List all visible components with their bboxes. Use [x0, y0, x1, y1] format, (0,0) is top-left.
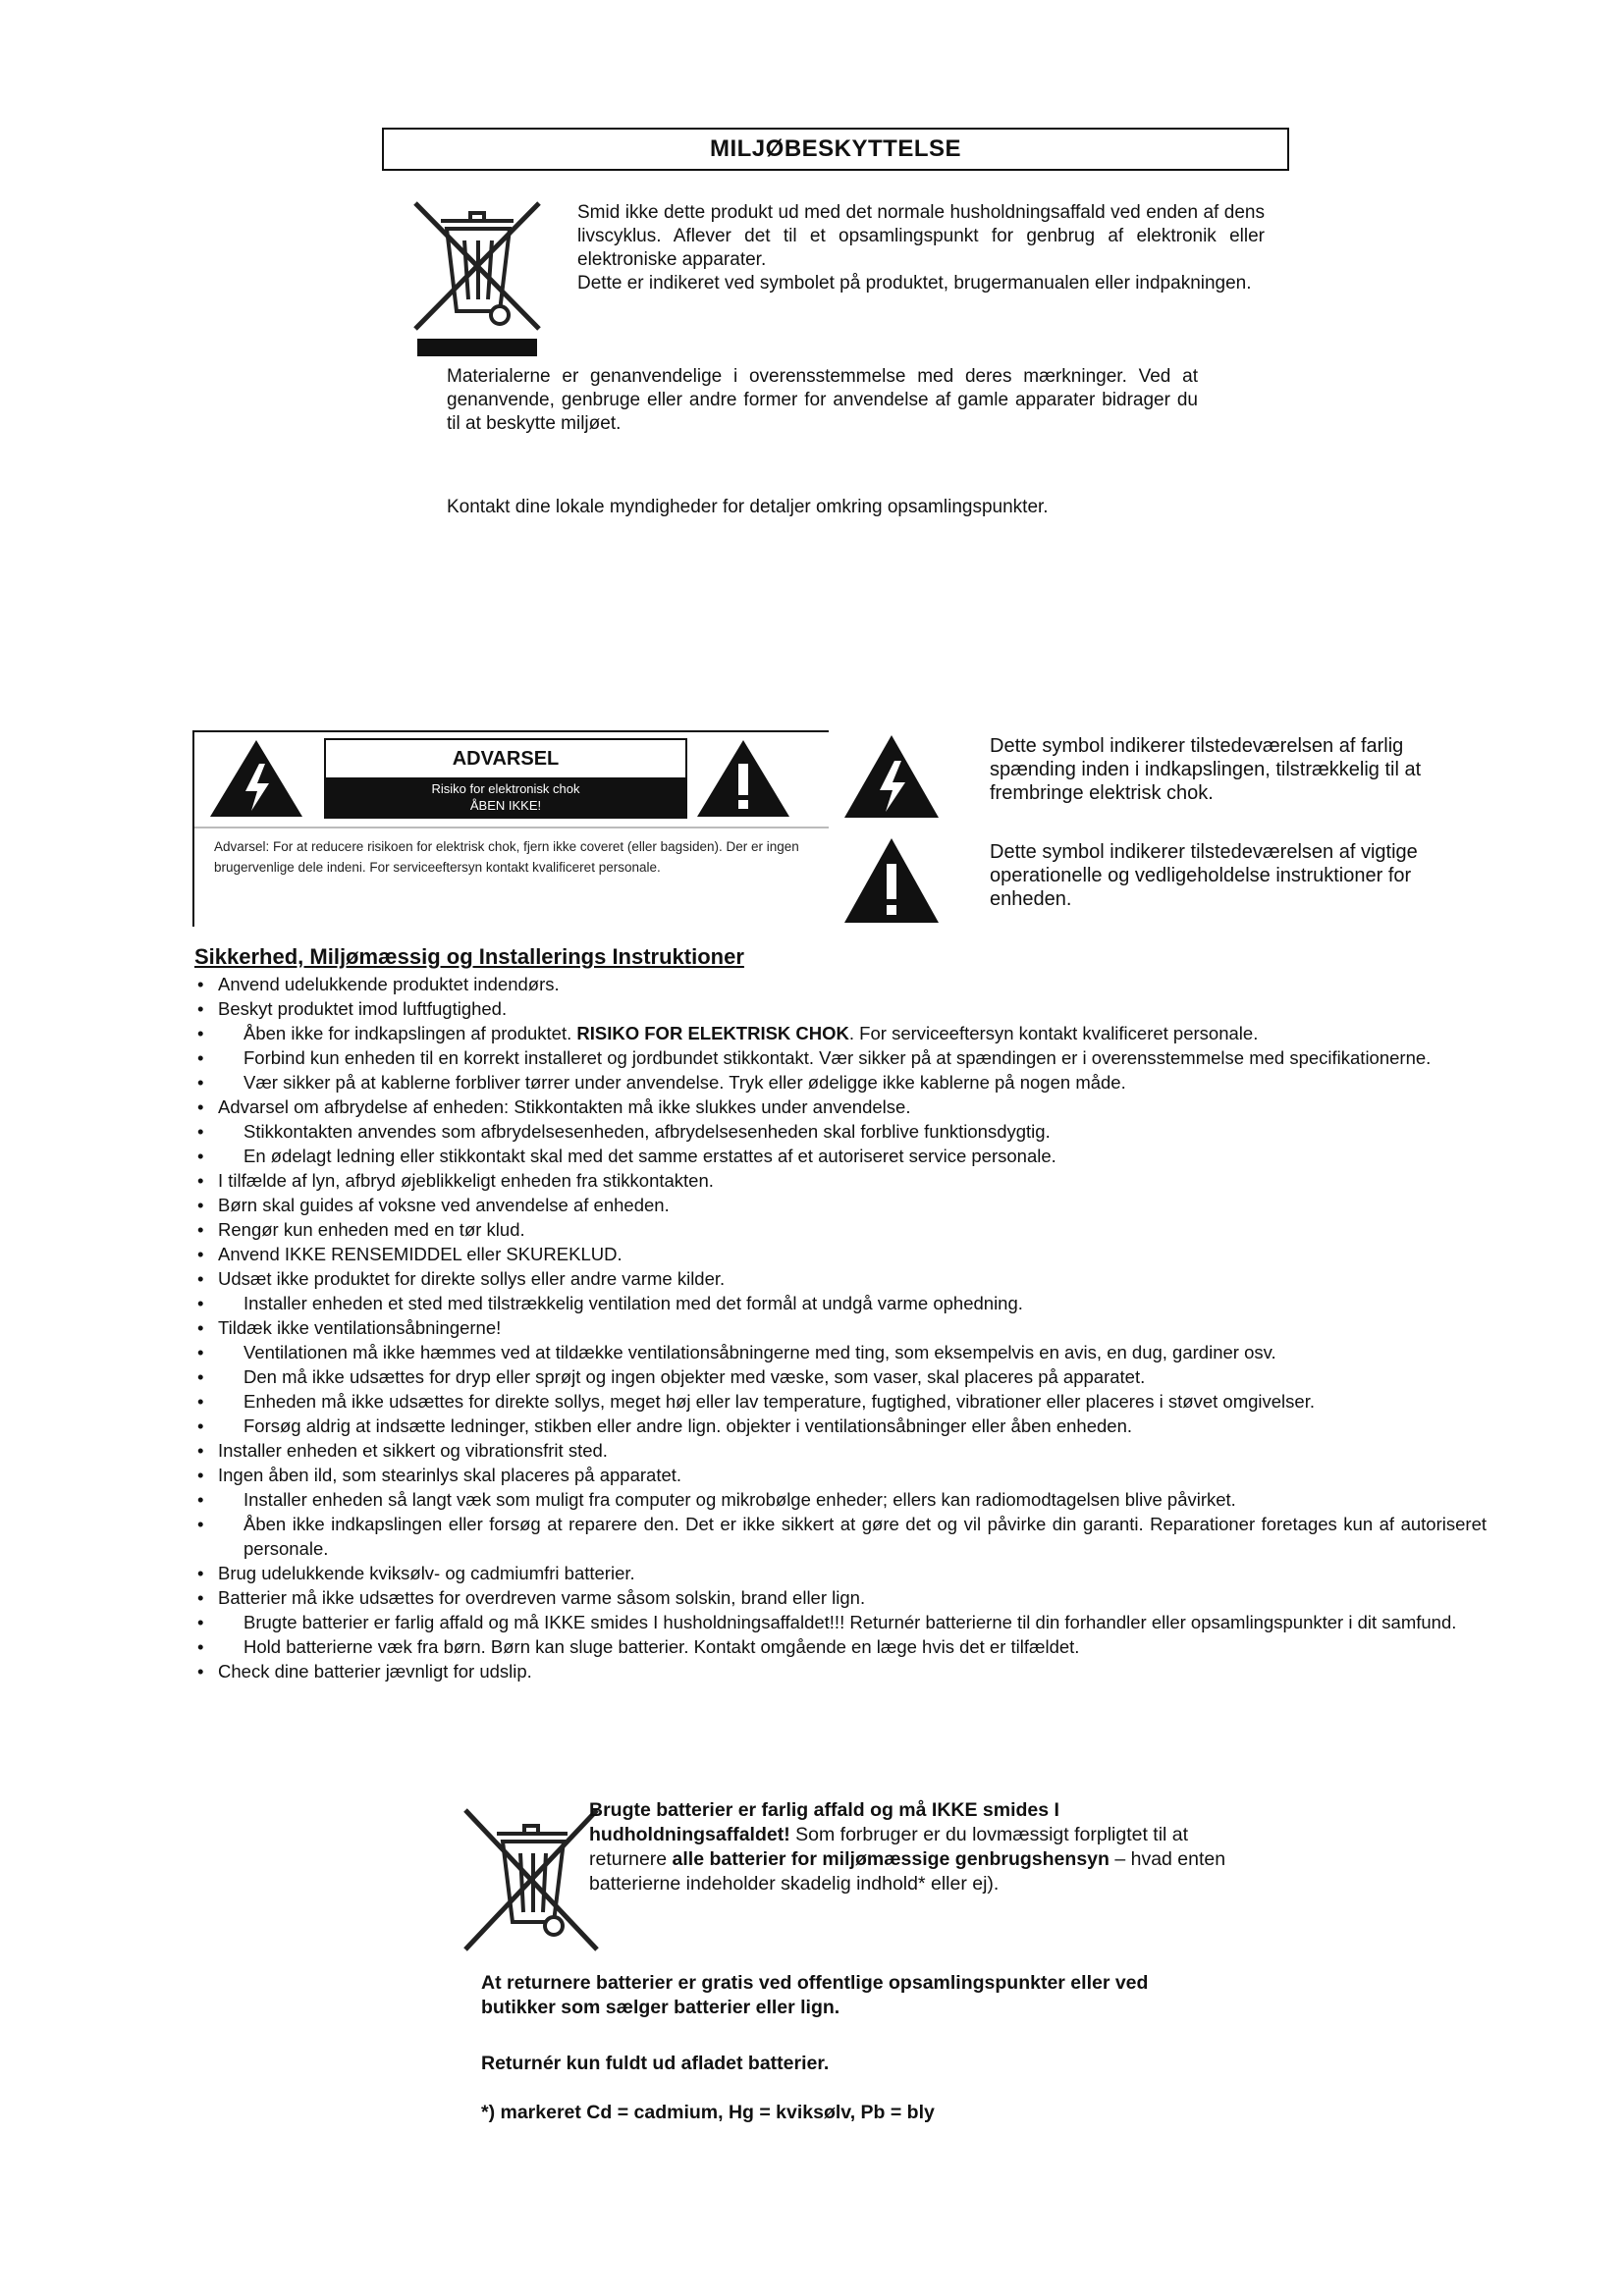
- list-item: • Enheden må ikke udsættes for direkte sollys, meget høj eller lav temperature, fugtighed, vibrationer eller placeres i støvet omgivelser.: [194, 1389, 1487, 1414]
- environment-contact: Kontakt dine lokale myndigheder for detaljer omkring opsamlingspunkter.: [447, 497, 1049, 517]
- exclamation-triangle-icon: [842, 836, 941, 925]
- battery-bold-1: Brugte batterier er farlig affald og må IKKE smides I hudholdningsaffaldet!: [589, 1799, 1059, 1845]
- exclamation-triangle-icon: [695, 738, 791, 819]
- environment-intro-2: Dette er indikeret ved symbolet på produktet, brugermanualen eller indpakningen.: [577, 273, 1252, 294]
- environment-materials: Materialerne er genanvendelige i overensstemmelse med deres mærkninger. Ved at genanvende, genbruge eller andre former for anvendelse af gamle apparater bidrager du til at beskytte miljøet.: [447, 366, 1198, 434]
- list-item: • Stikkontakten anvendes som afbrydelsesenheden, afbrydelsesenheden skal forblive funktionsdygtig.: [194, 1119, 1487, 1144]
- list-item-text: Åben ikke for indkapslingen af produktet.: [244, 1023, 572, 1043]
- warning-divider: [194, 827, 829, 828]
- battery-normal-1: Som forbruger er du lovmæssigt forpligtet til at returnere: [589, 1824, 1189, 1870]
- warning-black-band: [326, 777, 685, 817]
- list-item: • Installer enheden så langt væk som muligt fra computer og mikrobølge enheder; ellers kan radiomodtagelsen blive påvirket.: [194, 1487, 1487, 1512]
- list-item: • Tildæk ikke ventilationsåbningerne!: [194, 1315, 1487, 1340]
- list-item: • Åben ikke indkapslingen eller forsøg at reparere den. Det er ikke sikkert at gøre det og vil påvirke din garanti. Reparationer foretages kun af autoriseret personale.: [194, 1512, 1487, 1561]
- list-item: • Check dine batterier jævnligt for udslip.: [194, 1659, 1487, 1683]
- list-item: • I tilfælde af lyn, afbryd øjeblikkeligt enheden fra stikkontakten.: [194, 1168, 1487, 1193]
- list-item: • Advarsel om afbrydelse af enheden: Stikkontakten må ikke slukkes under anvendelse.: [194, 1095, 1487, 1119]
- list-item: • Installer enheden et sikkert og vibrationsfrit sted.: [194, 1438, 1487, 1463]
- crossed-out-wheelie-bin-icon: [458, 1796, 605, 1955]
- list-item: • Brug udelukkende kviksølv- og cadmiumfri batterier.: [194, 1561, 1487, 1585]
- battery-warning-text: [589, 1798, 1237, 1896]
- list-item: • Brugte batterier er farlig affald og må IKKE smides I husholdningsaffaldet!!! Returnér batterierne til din forhandler eller opsamlingspunkter i dit samfund.: [194, 1610, 1487, 1634]
- environment-title: MILJØBESKYTTELSE: [382, 128, 1289, 171]
- warning-title: ADVARSEL: [452, 748, 560, 770]
- lightning-bolt-triangle-icon: [842, 733, 941, 820]
- battery-only-discharged: Returnér kun fuldt ud afladet batterier.: [481, 2053, 830, 2074]
- list-item-bold: RISIKO FOR ELEKTRISK CHOK: [576, 1023, 849, 1043]
- lightning-bolt-triangle-icon: [208, 738, 304, 819]
- list-item: • Vær sikker på at kablerne forbliver tørrer under anvendelse. Tryk eller ødeligge ikke kablerne på nogen måde.: [194, 1070, 1487, 1095]
- bolt-symbol-description: Dette symbol indikerer tilstedeværelsen af farlig spænding inden i indkapslingen, tilstrækkelig til at frembringe elektrisk chok.: [990, 735, 1422, 804]
- battery-bold-2: alle batterier for miljømæssige genbrugshensyn: [672, 1848, 1110, 1870]
- warning-band-line-1: Risiko for elektronisk chok: [431, 781, 580, 796]
- battery-normal-2: – hvad enten batterierne indeholder skadelig indhold* eller ej).: [589, 1848, 1226, 1895]
- list-item: • Rengør kun enheden med en tør klud.: [194, 1217, 1487, 1242]
- list-item: • Anvend udelukkende produktet indendørs.: [194, 972, 1487, 996]
- list-item-tail: . For serviceeftersyn kontakt kvalificeret personale.: [848, 1023, 1259, 1043]
- warning-text: Advarsel: For at reducere risikoen for elektrisk chok, fjern ikke coveret (eller bagsiden). Der er ingen brugervenlige dele indeni. For serviceeftersyn kontakt kvalificeret personale.: [214, 839, 799, 875]
- list-item: • Ventilationen må ikke hæmmes ved at tildække ventilationsåbningerne med ting, som eksempelvis en avis, en dug, gardiner osv.: [194, 1340, 1487, 1364]
- list-item: [194, 1021, 1487, 1045]
- warning-band-line-2: ÅBEN IKKE!: [469, 798, 542, 813]
- list-item: • Anvend IKKE RENSEMIDDEL eller SKUREKLUD.: [194, 1242, 1487, 1266]
- list-item: • Ingen åben ild, som stearinlys skal placeres på apparatet.: [194, 1463, 1487, 1487]
- list-item: • Forsøg aldrig at indsætte ledninger, stikben eller andre lign. objekter i ventilationsåbninger eller åben enheden.: [194, 1414, 1487, 1438]
- battery-footnote: *) markeret Cd = cadmium, Hg = kviksølv, Pb = bly: [481, 2102, 935, 2123]
- list-item: • En ødelagt ledning eller stikkontakt skal med det samme erstattes af et autoriseret service personale.: [194, 1144, 1487, 1168]
- exclamation-symbol-description: Dette symbol indikerer tilstedeværelsen af vigtige operationelle og vedligeholdelse instruktioner for enheden.: [990, 841, 1418, 910]
- safety-list: [194, 972, 1487, 1683]
- list-item: • Den må ikke udsættes for dryp eller sprøjt og ingen objekter med væske, som vaser, skal placeres på apparatet.: [194, 1364, 1487, 1389]
- crossed-out-wheelie-bin-icon: [404, 182, 551, 358]
- battery-return-free: At returnere batterier er gratis ved offentlige opsamlingspunkter eller ved butikker som sælger batterier eller lign.: [481, 1972, 1149, 2018]
- environment-intro-1: Smid ikke dette produkt ud med det normale husholdningsaffald ved enden af dens livscyklus. Aflever det til et opsamlingspunkt for genbrug af elektronik eller elektroniske apparater.: [577, 202, 1265, 270]
- environment-intro: [577, 201, 1265, 295]
- list-item: • Udsæt ikke produktet for direkte sollys eller andre varme kilder.: [194, 1266, 1487, 1291]
- safety-heading: Sikkerhed, Miljømæssig og Installerings Instruktioner: [194, 944, 744, 969]
- list-item: • Børn skal guides af voksne ved anvendelse af enheden.: [194, 1193, 1487, 1217]
- list-item: • Beskyt produktet imod luftfugtighed.: [194, 996, 1487, 1021]
- list-item: • Forbind kun enheden til en korrekt installeret og jordbundet stikkontakt. Vær sikker på at spændingen er i overensstemmelse med specifikationerne.: [194, 1045, 1487, 1070]
- list-item: • Batterier må ikke udsættes for overdreven varme såsom solskin, brand eller lign.: [194, 1585, 1487, 1610]
- list-item: • Installer enheden et sted med tilstrækkelig ventilation med det formål at undgå varme ophedning.: [194, 1291, 1487, 1315]
- list-item: • Hold batterierne væk fra børn. Børn kan sluge batterier. Kontakt omgående en læge hvis det er tilfældet.: [194, 1634, 1487, 1659]
